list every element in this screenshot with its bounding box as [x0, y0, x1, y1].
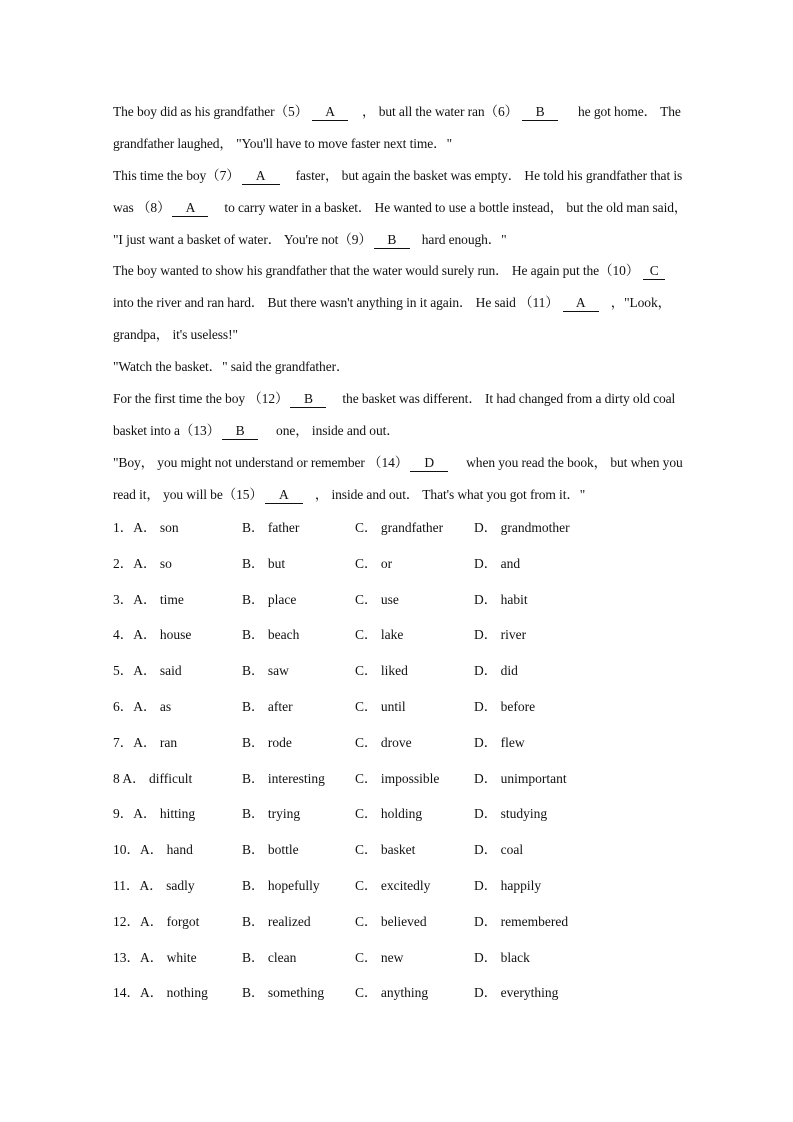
passage-text-segment: "I just want a basket of water． You're not（9）: [113, 231, 372, 247]
option-c: C． anything: [355, 985, 429, 1001]
option-c: C． excitedly: [355, 877, 431, 893]
passage-text-segment: ， inside and out． That's what you got from it．": [314, 486, 586, 502]
option-c: C． liked: [355, 663, 408, 679]
answer-blank-8: A: [172, 200, 208, 217]
passage-line: [113, 160, 703, 192]
option-a: 3．A． time: [113, 591, 184, 607]
passage-line: [113, 96, 703, 128]
passage-line: [113, 224, 703, 256]
question-row: [113, 796, 713, 832]
passage-text-segment: into the river and ran hard． But there wasn't anything in it again． He said （11）: [113, 295, 559, 311]
passage-line: [113, 128, 703, 160]
passage-line: [113, 192, 703, 224]
option-b: B． place: [242, 591, 297, 607]
passage-text-segment: grandpa， it's useless!": [113, 327, 238, 343]
option-d: D． flew: [474, 734, 525, 750]
option-d: D． before: [474, 698, 536, 714]
question-row: [113, 940, 713, 976]
option-d: D． grandmother: [474, 520, 570, 535]
option-a: 11．A． sadly: [113, 877, 195, 893]
option-c: C． grandfather: [355, 520, 444, 535]
answer-blank-12: B: [290, 391, 326, 408]
option-b: B． after: [242, 698, 293, 714]
question-row: [113, 653, 713, 689]
answer-blank-10: C: [643, 263, 665, 280]
option-b: B． beach: [242, 627, 300, 643]
question-row: [113, 725, 713, 761]
passage-text-segment: For the first time the boy （12）: [113, 391, 289, 407]
option-a: 12．A． forgot: [113, 913, 200, 929]
passage-text-segment: was （8）: [113, 199, 171, 215]
question-row: [113, 975, 713, 1011]
option-a: 13．A． white: [113, 949, 197, 965]
passage-text-segment: This time the boy（7）: [113, 167, 240, 183]
option-c: C． impossible: [355, 770, 440, 786]
option-d: D． everything: [474, 985, 559, 1001]
question-row: [113, 832, 713, 868]
passage-text-segment: one， inside and out．: [276, 422, 400, 438]
passage-line: [113, 415, 703, 447]
answer-blank-5: A: [312, 104, 348, 121]
passage-line: [113, 383, 703, 415]
option-a: 7．A． ran: [113, 734, 178, 750]
passage-line: [113, 255, 703, 287]
question-row: [113, 904, 713, 940]
passage-line: [113, 319, 703, 351]
answer-blank-15: A: [265, 487, 303, 504]
option-b: B． something: [242, 985, 325, 1001]
option-a: 14．A． nothing: [113, 985, 208, 1001]
option-a: 1．A． son: [113, 520, 179, 535]
option-b: B． realized: [242, 913, 311, 929]
option-c: C． believed: [355, 913, 427, 929]
option-d: D． coal: [474, 842, 524, 858]
passage-text-segment: The boy did as his grandfather（5）: [113, 104, 309, 119]
option-d: D． habit: [474, 591, 528, 607]
passage-line: [113, 287, 703, 319]
option-a: 10．A． hand: [113, 842, 193, 858]
option-a: 4．A． house: [113, 627, 192, 643]
option-d: D． remembered: [474, 913, 569, 929]
passage-line: [113, 479, 703, 511]
question-row: [113, 689, 713, 725]
passage-text-segment: ， but all the water ran（6）: [362, 104, 519, 119]
option-a: 5．A． said: [113, 663, 182, 679]
question-row: [113, 761, 713, 797]
answer-options-list: [113, 510, 713, 1011]
option-c: C． until: [355, 698, 406, 714]
question-row: [113, 617, 713, 653]
passage-text-segment: The boy wanted to show his grandfather that the water would surely run． He again put the（10）: [113, 263, 640, 279]
option-c: C． use: [355, 591, 399, 607]
question-row: [113, 868, 713, 904]
answer-blank-7: A: [242, 168, 280, 185]
option-b: B． hopefully: [242, 877, 320, 893]
passage-text-segment: faster， but again the basket was empty． He told his grandfather that is: [295, 167, 683, 183]
passage-text-segment: when you read the book， but when you: [466, 454, 683, 470]
passage-text-segment: "Boy， you might not understand or remember （14）: [113, 454, 409, 470]
option-c: C． drove: [355, 734, 412, 750]
option-d: D． river: [474, 627, 527, 643]
answer-blank-13: B: [222, 423, 258, 440]
passage-text-segment: basket into a（13）: [113, 422, 221, 438]
option-b: B． rode: [242, 734, 292, 750]
question-row: [113, 510, 713, 546]
passage-text-segment: grandfather laughed， "You'll have to move faster next time．": [113, 135, 452, 151]
option-c: C． holding: [355, 806, 423, 822]
option-b: B． but: [242, 555, 286, 571]
passage-text-segment: hard enough．": [421, 231, 507, 247]
option-d: D． and: [474, 555, 521, 571]
option-b: B． clean: [242, 949, 297, 965]
answer-blank-14: D: [410, 455, 448, 472]
passage-text-segment: the basket was different． It had changed from a dirty old coal: [342, 391, 676, 407]
option-b: B． bottle: [242, 842, 299, 858]
question-row: [113, 582, 713, 618]
passage-text-segment: to carry water in a basket． He wanted to use a bottle instead， but the old man said，: [224, 199, 688, 215]
option-a: 9．A． hitting: [113, 806, 196, 822]
option-d: D． did: [474, 663, 518, 679]
option-a: 2．A． so: [113, 555, 172, 571]
passage-text: [113, 96, 703, 511]
passage-line: [113, 351, 703, 383]
question-row: [113, 546, 713, 582]
option-b: B． saw: [242, 663, 289, 679]
answer-blank-11: A: [563, 295, 599, 312]
answer-blank-6: B: [522, 104, 558, 121]
option-b: B． trying: [242, 806, 301, 822]
option-c: C． basket: [355, 842, 416, 858]
option-c: C． new: [355, 949, 404, 965]
option-b: B． interesting: [242, 770, 325, 786]
option-c: C． lake: [355, 627, 404, 643]
passage-text-segment: he got home． The: [578, 104, 681, 119]
passage-line: [113, 447, 703, 479]
passage-text-segment: read it， you will be（15）: [113, 486, 263, 502]
option-d: D． studying: [474, 806, 548, 822]
option-d: D． happily: [474, 877, 542, 893]
option-c: C． or: [355, 555, 393, 571]
answer-blank-9: B: [374, 232, 410, 249]
option-b: B． father: [242, 520, 300, 535]
option-a: 6．A． as: [113, 698, 172, 714]
passage-text-segment: ，"Look，: [610, 295, 672, 311]
option-a: 8 A． difficult: [113, 770, 193, 786]
option-d: D． black: [474, 949, 530, 965]
passage-text-segment: "Watch the basket．" said the grandfather．: [113, 359, 350, 375]
option-d: D． unimportant: [474, 770, 567, 786]
